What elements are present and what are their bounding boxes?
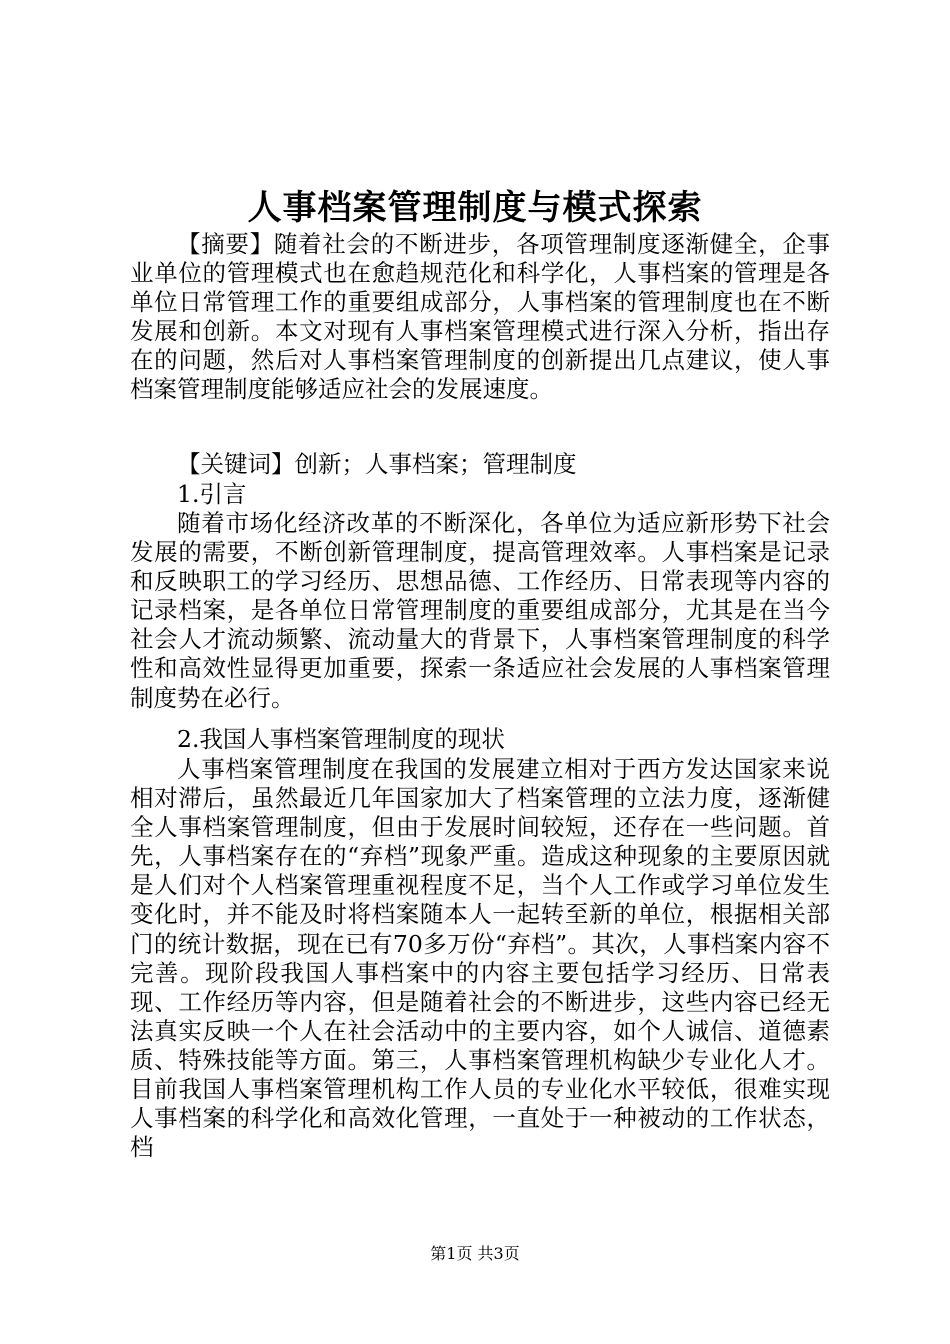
abstract-paragraph: 【摘要】随着社会的不断进步，各项管理制度逐渐健全，企事业单位的管理模式也在愈趋规范化和科学化，人事档案的管理是各单位日常管理工作的重要组成部分，人事档案的管理制度也在不断发展和创新。本文对现有人事档案管理模式进行深入分析，指出存在的问题，然后对人事档案管理制度的创新提出几点建议，使人事档案管理制度能够适应社会的发展速度。 xyxy=(130,230,830,404)
page-number-footer: 第1页 共3页 xyxy=(430,1244,520,1263)
section-2-heading: 2.我国人事档案管理制度的现状 xyxy=(177,725,505,753)
section-1-paragraph: 随着市场化经济改革的不断深化，各单位为适应新形势下社会发展的需要，不断创新管理制度，提高管理效率。人事档案是记录和反映职工的学习经历、思想品德、工作经历、日常表现等内容的记录档案，是各单位日常管理制度的重要组成部分，尤其是在当今社会人才流动频繁、流动量大的背景下，人事档案管理制度的科学性和高效性显得更加重要，探索一条适应社会发展的人事档案管理制度势在必行。 xyxy=(130,509,830,712)
document-title: 人事档案管理制度与模式探索 xyxy=(247,188,703,228)
section-1-heading: 1.引言 xyxy=(177,480,247,508)
section-2-paragraph: 人事档案管理制度在我国的发展建立相对于西方发达国家来说相对滞后，虽然最近几年国家加大了档案管理的立法力度，逐渐健全人事档案管理制度，但由于发展时间较短，还存在一些问题。首先，人事档案存在的“弃档”现象严重。造成这种现象的主要原因就是人们对个人档案管理重视程度不足，当个人工作或学习单位发生变化时，并不能及时将档案随本人一起转至新的单位，根据相关部门的统计数据，现在已有70多万份“弃档”。其次，人事档案内容不完善。现阶段我国人事档案中的内容主要包括学习经历、日常表现、工作经历等内容，但是随着社会的不断进步，这些内容已经无法真实反映一个人在社会活动中的主要内容，如个人诚信、道德素质、特殊技能等方面。第三，人事档案管理机构缺少专业化人才。目前我国人事档案管理机构工作人员的专业化水平较低，很难实现人事档案的科学化和高效化管理，一直处于一种被动的工作状态，档 xyxy=(130,755,830,1162)
keywords-line: 【关键词】创新；人事档案；管理制度 xyxy=(177,450,577,478)
